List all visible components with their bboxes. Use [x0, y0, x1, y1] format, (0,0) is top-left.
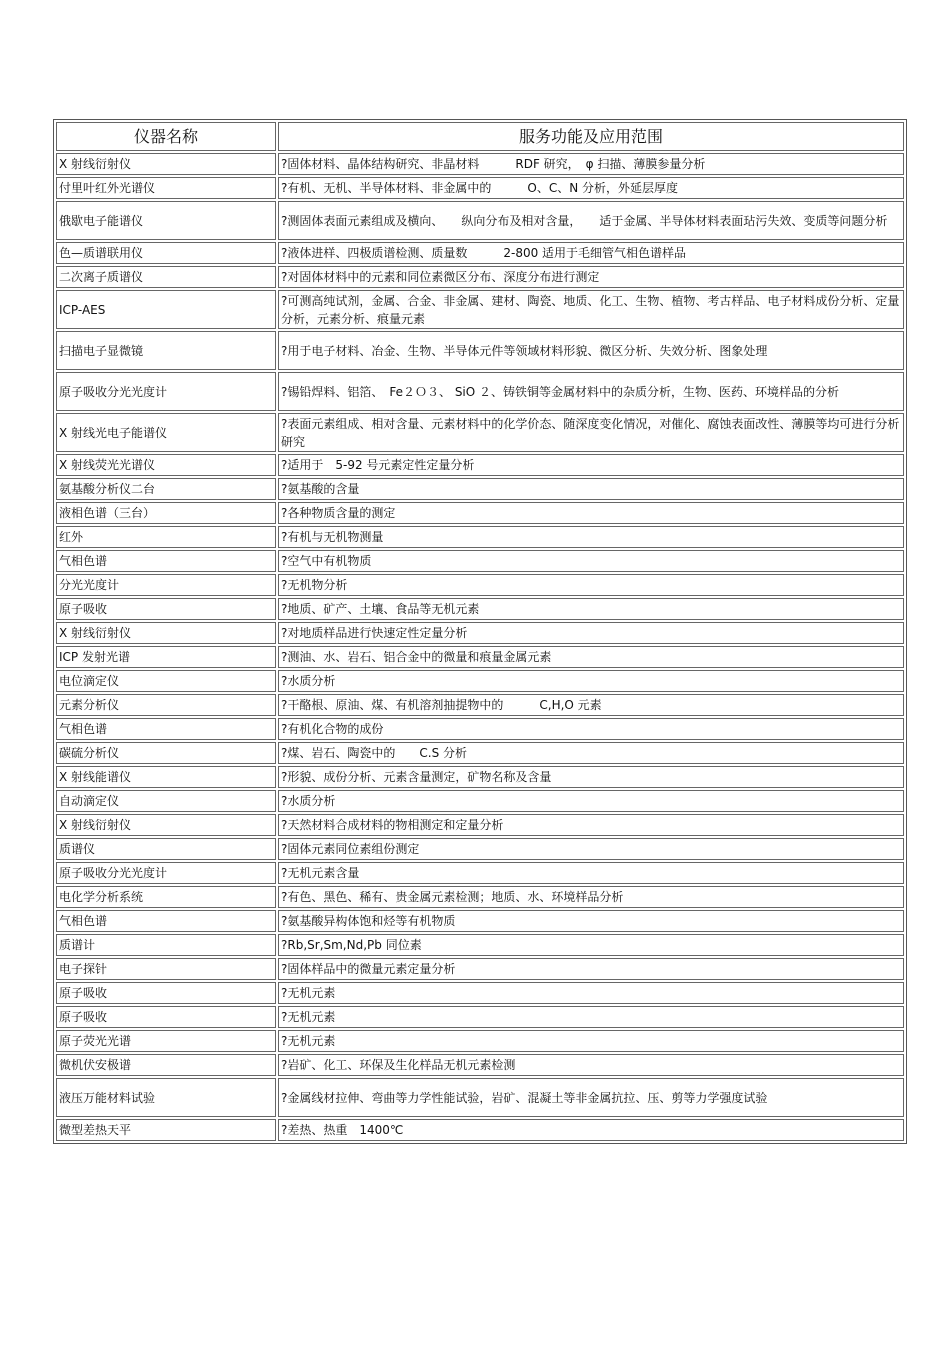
header-instrument-name: 仪器名称	[56, 122, 276, 151]
service-scope-cell: ?固体样品中的微量元素定量分析	[278, 958, 904, 980]
header-row	[56, 122, 904, 151]
table-row	[56, 1054, 904, 1076]
service-scope-cell: ?地质、矿产、土壤、食品等无机元素	[278, 598, 904, 620]
service-scope-cell: ?干酪根、原油、煤、有机溶剂抽提物中的 C,H,O 元素	[278, 694, 904, 716]
instrument-name-cell: 气相色谱	[56, 910, 276, 932]
instrument-name-cell: 元素分析仪	[56, 694, 276, 716]
instrument-name-cell: 原子吸收	[56, 1006, 276, 1028]
instrument-name-cell: 气相色谱	[56, 718, 276, 740]
table-row	[56, 742, 904, 764]
instrument-name-cell: ICP-AES	[56, 290, 276, 329]
instrument-table	[53, 119, 907, 1144]
instrument-name-cell: 分光光度计	[56, 574, 276, 596]
service-scope-cell: ?测固体表面元素组成及横向、 纵向分布及相对含量， 适于金属、半导体材料表面玷污失效、变质等问题分析	[278, 201, 904, 240]
table-row	[56, 790, 904, 812]
instrument-name-cell: 红外	[56, 526, 276, 548]
instrument-name-cell: 碳硫分析仪	[56, 742, 276, 764]
instrument-name-cell: 原子吸收	[56, 598, 276, 620]
table-row	[56, 622, 904, 644]
service-scope-cell: ?测油、水、岩石、铝合金中的微量和痕量金属元素	[278, 646, 904, 668]
service-scope-cell: ?固体材料、晶体结构研究、非晶材料 RDF 研究， φ 扫描、薄膜参量分析	[278, 153, 904, 175]
instrument-name-cell: 原子荧光光谱	[56, 1030, 276, 1052]
instrument-name-cell: 质谱仪	[56, 838, 276, 860]
table-row	[56, 331, 904, 370]
service-scope-cell: ?适用于 5-92 号元素定性定量分析	[278, 454, 904, 476]
table-row	[56, 574, 904, 596]
table-row	[56, 1078, 904, 1117]
instrument-name-cell: X 射线能谱仪	[56, 766, 276, 788]
service-scope-cell: ?天然材料合成材料的物相测定和定量分析	[278, 814, 904, 836]
table-row	[56, 266, 904, 288]
table-row	[56, 454, 904, 476]
instrument-name-cell: 电化学分析系统	[56, 886, 276, 908]
service-scope-cell: ?无机元素含量	[278, 862, 904, 884]
service-scope-cell: ?无机元素	[278, 1030, 904, 1052]
table-body	[56, 153, 904, 1141]
instrument-name-cell: 电位滴定仪	[56, 670, 276, 692]
table-row	[56, 862, 904, 884]
table-row	[56, 958, 904, 980]
instrument-name-cell: 氨基酸分析仪二台	[56, 478, 276, 500]
table-row	[56, 646, 904, 668]
table-row	[56, 718, 904, 740]
table-row	[56, 478, 904, 500]
table-row	[56, 814, 904, 836]
service-scope-cell: ?水质分析	[278, 790, 904, 812]
service-scope-cell: ?表面元素组成、相对含量、元素材料中的化学价态、随深度变化情况，对催化、腐蚀表面改性、薄膜等均可进行分析研究	[278, 413, 904, 452]
table-row	[56, 670, 904, 692]
instrument-name-cell: 自动滴定仪	[56, 790, 276, 812]
instrument-name-cell: 付里叶红外光谱仪	[56, 177, 276, 199]
instrument-name-cell: 俄歇电子能谱仪	[56, 201, 276, 240]
table-row	[56, 526, 904, 548]
service-scope-cell: ?水质分析	[278, 670, 904, 692]
service-scope-cell: ?有机与无机物测量	[278, 526, 904, 548]
table-row	[56, 413, 904, 452]
service-scope-cell: ?无机物分析	[278, 574, 904, 596]
service-scope-cell: ?氨基酸的含量	[278, 478, 904, 500]
service-scope-cell: ?岩矿、化工、环保及生化样品无机元素检测	[278, 1054, 904, 1076]
table-row	[56, 982, 904, 1004]
table-row	[56, 502, 904, 524]
instrument-name-cell: 色—质谱联用仪	[56, 242, 276, 264]
instrument-name-cell: 液压万能材料试验	[56, 1078, 276, 1117]
table-row	[56, 550, 904, 572]
instrument-name-cell: 二次离子质谱仪	[56, 266, 276, 288]
instrument-name-cell: X 射线衍射仪	[56, 622, 276, 644]
table-row	[56, 1119, 904, 1141]
instrument-name-cell: 电子探针	[56, 958, 276, 980]
service-scope-cell: ?无机元素	[278, 1006, 904, 1028]
document-page	[53, 119, 907, 1144]
service-scope-cell: ?形貌、成份分析、元素含量测定，矿物名称及含量	[278, 766, 904, 788]
table-row	[56, 372, 904, 411]
service-scope-cell: ?固体元素同位素组份测定	[278, 838, 904, 860]
service-scope-cell: ?可测高纯试剂，金属、合金、非金属、建材、陶瓷、地质、化工、生物、植物、考古样品、电子材料成份分析、定量分析，元素分析、痕量元素	[278, 290, 904, 329]
instrument-name-cell: 微机伏安极谱	[56, 1054, 276, 1076]
service-scope-cell: ?差热、热重 1400℃	[278, 1119, 904, 1141]
instrument-name-cell: ICP 发射光谱	[56, 646, 276, 668]
table-row	[56, 177, 904, 199]
instrument-name-cell: X 射线光电子能谱仪	[56, 413, 276, 452]
table-row	[56, 886, 904, 908]
table-row	[56, 598, 904, 620]
table-row	[56, 1030, 904, 1052]
service-scope-cell: ?金属线材拉伸、弯曲等力学性能试验，岩矿、混凝土等非金属抗拉、压、剪等力学强度试验	[278, 1078, 904, 1117]
instrument-name-cell: X 射线衍射仪	[56, 814, 276, 836]
instrument-name-cell: 气相色谱	[56, 550, 276, 572]
instrument-name-cell: 原子吸收分光光度计	[56, 862, 276, 884]
service-scope-cell: ?液体进样、四极质谱检测、质量数 2-800 适用于毛细管气相色谱样品	[278, 242, 904, 264]
instrument-name-cell: X 射线衍射仪	[56, 153, 276, 175]
service-scope-cell: ?用于电子材料、冶金、生物、半导体元件等领域材料形貌、微区分析、失效分析、图象处理	[278, 331, 904, 370]
instrument-name-cell: 原子吸收分光光度计	[56, 372, 276, 411]
service-scope-cell: ?对地质样品进行快速定性定量分析	[278, 622, 904, 644]
instrument-name-cell: 微型差热天平	[56, 1119, 276, 1141]
table-row	[56, 838, 904, 860]
instrument-name-cell: 液相色谱（三台）	[56, 502, 276, 524]
instrument-name-cell: 原子吸收	[56, 982, 276, 1004]
service-scope-cell: ?无机元素	[278, 982, 904, 1004]
service-scope-cell: ?有机、无机、半导体材料、非金属中的 O、C、N 分析，外延层厚度	[278, 177, 904, 199]
table-row	[56, 242, 904, 264]
service-scope-cell: ?有色、黑色、稀有、贵金属元素检测；地质、水、环境样品分析	[278, 886, 904, 908]
service-scope-cell: ?空气中有机物质	[278, 550, 904, 572]
table-row	[56, 694, 904, 716]
service-scope-cell: ?各种物质含量的测定	[278, 502, 904, 524]
instrument-name-cell: X 射线荧光光谱仪	[56, 454, 276, 476]
table-row	[56, 934, 904, 956]
service-scope-cell: ?锡铅焊料、铝箔、 Fe２Ｏ３、 SiO ２、铸铁铜等金属材料中的杂质分析，生物、医药、环境样品的分析	[278, 372, 904, 411]
table-row	[56, 766, 904, 788]
table-row	[56, 153, 904, 175]
instrument-name-cell: 质谱计	[56, 934, 276, 956]
service-scope-cell: ?Rb,Sr,Sm,Nd,Pb 同位素	[278, 934, 904, 956]
instrument-name-cell: 扫描电子显微镜	[56, 331, 276, 370]
table-row	[56, 290, 904, 329]
service-scope-cell: ?对固体材料中的元素和同位素微区分布、深度分布进行测定	[278, 266, 904, 288]
service-scope-cell: ?氨基酸异构体饱和烃等有机物质	[278, 910, 904, 932]
table-row	[56, 201, 904, 240]
table-row	[56, 910, 904, 932]
table-row	[56, 1006, 904, 1028]
service-scope-cell: ?煤、岩石、陶瓷中的 C.S 分析	[278, 742, 904, 764]
header-service-scope: 服务功能及应用范围	[278, 122, 904, 151]
service-scope-cell: ?有机化合物的成份	[278, 718, 904, 740]
